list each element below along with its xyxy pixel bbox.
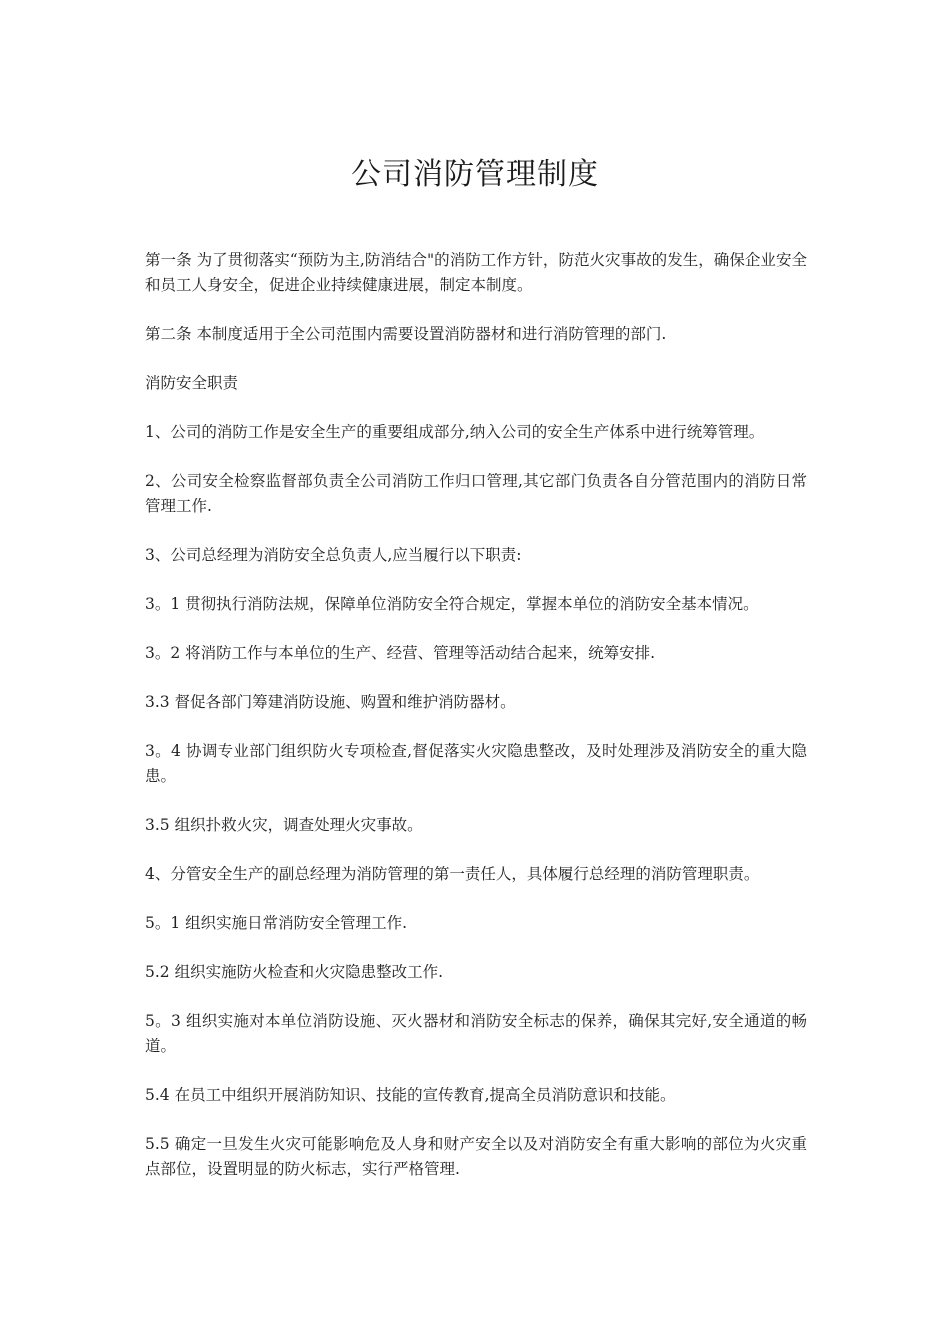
paragraph-item-3-4: 3。4 协调专业部门组织防火专项检查,督促落实火灾隐患整改，及时处理涉及消防安全的重大隐患。 [145,742,807,785]
paragraph-item-5-3: 5。3 组织实施对本单位消防设施、灭火器材和消防安全标志的保养，确保其完好,安全通道的畅道。 [145,1012,807,1055]
paragraph-item-3-5: 3.5 组织扑救火灾，调查处理火灾事故。 [145,816,423,834]
paragraph-item-3-2: 3。2 将消防工作与本单位的生产、经营、管理等活动结合起来，统筹安排. [145,644,656,662]
document-body [145,248,807,1206]
document-title: 公司消防管理制度 [351,157,599,192]
paragraph-item-3: 3、公司总经理为消防安全总负责人,应当履行以下职责: [145,546,522,564]
paragraph-item-5-5: 5.5 确定一旦发生火灾可能影响危及人身和财产安全以及对消防安全有重大影响的部位为火灾重点部位，设置明显的防火标志，实行严格管理. [145,1135,807,1178]
section-heading-fire-safety-duties: 消防安全职责 [145,374,239,392]
paragraph-item-3-3: 3.3 督促各部门筹建消防设施、购置和维护消防器材。 [145,693,516,711]
paragraph-item-1: 1、公司的消防工作是安全生产的重要组成部分,纳入公司的安全生产体系中进行统筹管理。 [145,423,765,441]
paragraph-item-4: 4、分管安全生产的副总经理为消防管理的第一责任人，具体履行总经理的消防管理职责。 [145,865,760,883]
paragraph-item-5-4: 5.4 在员工中组织开展消防知识、技能的宣传教育,提高全员消防意识和技能。 [145,1086,676,1104]
paragraph-item-5-1: 5。1 组织实施日常消防安全管理工作. [145,914,408,932]
paragraph-article-1: 第一条 为了贯彻落实“预防为主,防消结合"的消防工作方针，防范火灾事故的发生，确保企业安全和员工人身安全，促进企业持续健康进展，制定本制度。 [145,251,807,294]
paragraph-item-5-2: 5.2 组织实施防火检查和火灾隐患整改工作. [145,963,444,981]
paragraph-item-2: 2、公司安全检察监督部负责全公司消防工作归口管理,其它部门负责各自分管范围内的消防日常管理工作. [145,472,807,515]
paragraph-article-2: 第二条 本制度适用于全公司范围内需要设置消防器材和进行消防管理的部门. [145,325,667,343]
paragraph-item-3-1: 3。1 贯彻执行消防法规，保障单位消防安全符合规定，掌握本单位的消防安全基本情况。 [145,595,759,613]
